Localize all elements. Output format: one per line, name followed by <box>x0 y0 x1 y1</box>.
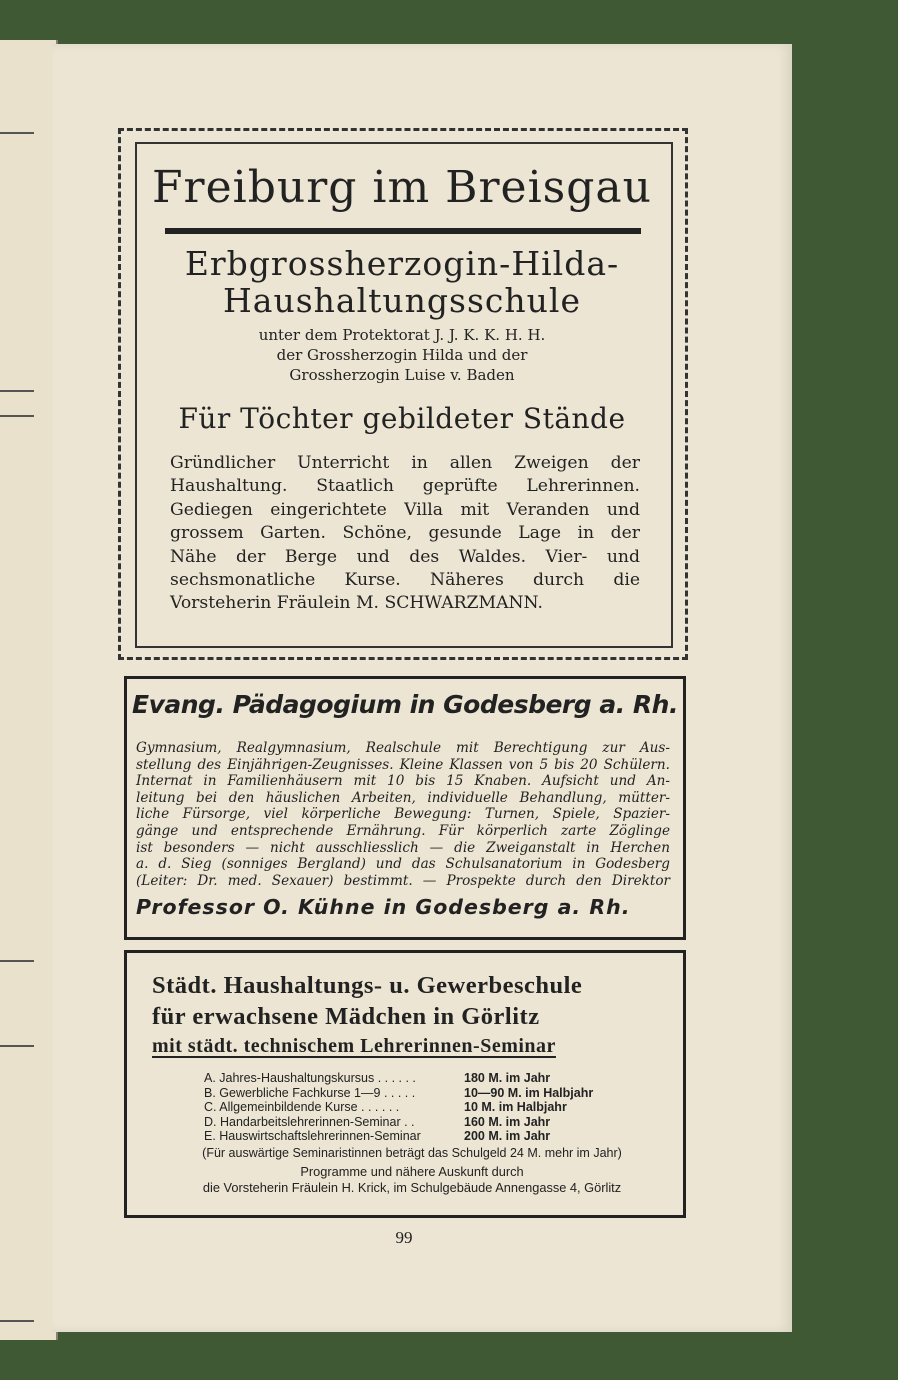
freiburg-school-name <box>135 245 669 319</box>
course-row <box>204 1071 674 1086</box>
course-fee: 180 M. im Jahr <box>464 1071 551 1085</box>
page-edge-rule <box>0 415 34 417</box>
patron-line: der Grossherzogin Hilda und der <box>276 346 528 364</box>
course-fee: 200 M. im Jahr <box>464 1129 551 1144</box>
description-line: Nähe der Berge und des Waldes. Vier- und <box>170 546 640 567</box>
description-line: ist besonders — nicht ausschliesslich — die Zweiganstalt in Herchen <box>136 839 670 856</box>
school-name-line: Erbgrossherzogin-Hilda- <box>184 244 620 283</box>
description-line: Internat in Familienhäusern mit 10 bis 15 Knaben. Aufsicht und An- <box>136 773 670 790</box>
goerlitz-subheading: für erwachsene Mädchen in Görlitz <box>152 1003 540 1030</box>
course-name: E. Hauswirtschaftslehrerinnen-Seminar <box>204 1129 421 1144</box>
freiburg-audience-heading: Für Töchter gebildeter Stände <box>178 402 626 435</box>
course-row <box>204 1100 674 1115</box>
freiburg-title-rule <box>165 228 641 234</box>
description-line: Haushaltung. Staatlich geprüfte Lehrerinnen. <box>170 476 640 497</box>
page-edge-rule <box>0 960 34 962</box>
description-line: Gediegen eingerichtete Villa mit Veranden und <box>170 499 640 520</box>
page-edge-rule <box>0 1045 34 1047</box>
course-row <box>204 1115 674 1130</box>
school-name-line: Haushaltungsschule <box>223 281 581 320</box>
patron-line: unter dem Protektorat J. J. K. K. H. H. <box>258 326 546 344</box>
description-line: leitung bei den häuslichen Arbeiten, individuelle Behandlung, mütter- <box>136 789 670 806</box>
course-name: D. Handarbeitslehrerinnen-Seminar . . <box>204 1114 415 1129</box>
godesberg-signature: Professor O. Kühne in Godesberg a. Rh. <box>136 895 631 919</box>
description-line: grossem Garten. Schöne, gesunde Lage in der <box>170 523 640 544</box>
freiburg-city-title: Freiburg im Breisgau <box>152 162 652 213</box>
godesberg-title: Evang. Pädagogium in Godesberg a. Rh. <box>132 690 678 719</box>
description-line: Vorsteherin Fräulein M. SCHWARZMANN. <box>170 593 543 614</box>
description-line: gänge und entsprechende Ernährung. Für körperlich zarte Zöglinge <box>136 822 670 839</box>
contact-line: die Vorsteherin Fräulein H. Krick, im Schulgebäude Annengasse 4, Görlitz <box>202 1180 622 1195</box>
course-name: B. Gewerbliche Fachkurse 1—9 . . . . . <box>204 1085 416 1100</box>
previous-page-edge <box>0 40 58 1340</box>
description-line: stellung des Einjährigen-Zeugnisses. Kleine Klassen von 5 bis 20 Schülern. <box>136 756 670 773</box>
godesberg-description <box>136 740 670 889</box>
page-edge-rule <box>0 390 34 392</box>
patron-line: Grossherzogin Luise v. Baden <box>289 366 515 384</box>
page-number: 99 <box>395 1228 413 1247</box>
course-fee: 160 M. im Jahr <box>464 1114 551 1129</box>
description-line: a. d. Sieg (sonniges Bergland) und das Schulsanatorium in Godesberg <box>136 856 670 873</box>
description-line: Gymnasium, Realgymnasium, Realschule mit Berechtigung zur Aus- <box>136 740 670 756</box>
course-fee: 10—90 M. im Halbjahr <box>464 1085 594 1100</box>
page-edge-rule <box>0 1320 34 1322</box>
freiburg-description <box>170 452 640 616</box>
description-line: sechsmonatliche Kurse. Näheres durch die <box>170 570 640 591</box>
contact-line: Programme und nähere Auskunft durch <box>300 1164 524 1179</box>
course-row <box>204 1086 674 1101</box>
freiburg-patronage <box>135 325 669 385</box>
page-edge-rule <box>0 132 34 134</box>
goerlitz-course-list <box>204 1071 674 1144</box>
course-name: A. Jahres-Haushaltungskursus . . . . . . <box>204 1071 416 1085</box>
course-name: C. Allgemeinbildende Kurse . . . . . . <box>204 1100 400 1115</box>
description-line: liche Fürsorge, viel körperliche Bewegung: Turnen, Spiele, Spazier- <box>136 806 670 823</box>
description-line: (Leiter: Dr. med. Sexauer) bestimmt. — Prospekte durch den Direktor <box>136 872 670 889</box>
goerlitz-fee-note: (Für auswärtige Seminaristinnen beträgt das Schulgeld 24 M. mehr im Jahr) <box>202 1146 622 1160</box>
description-line: Gründlicher Unterricht in allen Zweigen der <box>170 453 640 473</box>
goerlitz-contact <box>148 1164 676 1196</box>
course-fee: 10 M. im Halbjahr <box>464 1100 567 1115</box>
goerlitz-seminar-heading: mit städt. technischem Lehrerinnen-Seminar <box>152 1035 556 1057</box>
course-row <box>204 1129 674 1144</box>
goerlitz-heading: Städt. Haushaltungs- u. Gewerbeschule <box>152 972 583 999</box>
